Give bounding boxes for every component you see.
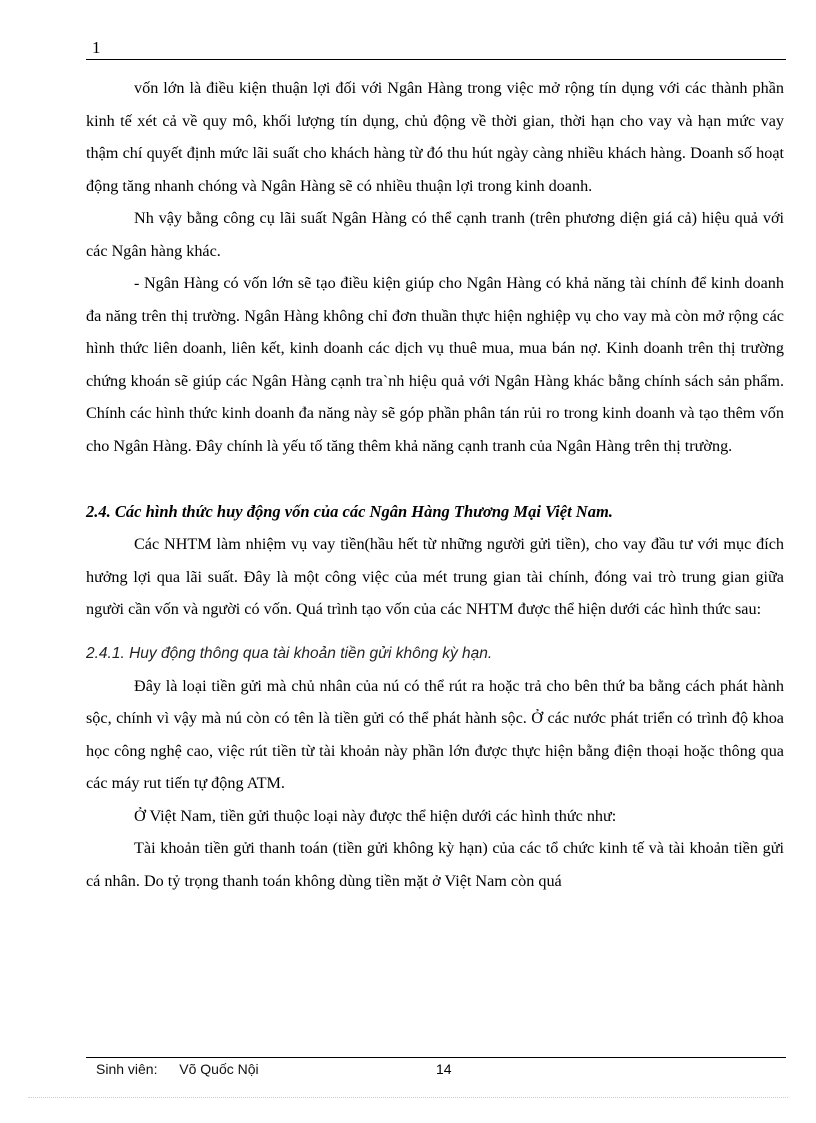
header-divider (86, 59, 786, 60)
document-body (86, 72, 784, 897)
body-paragraph: Đây là loại tiền gửi mà chủ nhân của nú có thể rút ra hoặc trả cho bên thứ ba bằng cách phát hành sộc, chính vì vậy mà nú còn có tên là tiền gửi có thể phát hành sộc. Ở các nước phát triển có trình độ khoa học công nghệ cao, việc rút tiền từ tài khoản này phần lớn được thực hiện bằng điện thoại hoặc thông qua các máy rut tiến tự động ATM. (86, 676, 784, 792)
footer-student-label: Sinh viên: (96, 1061, 158, 1077)
body-paragraph: Ở Việt Nam, tiền gửi thuộc loại này được thể hiện dưới các hình thức như: (134, 806, 617, 825)
body-paragraph: vốn lớn là điều kiện thuận lợi đối với Ngân Hàng trong việc mở rộng tín dụng với các thành phần kinh tế xét cả về quy mô, khối lượng tín dụng, chủ động về thời gian, thời hạn cho vay và hạn mức vay thậm chí quyết định mức lãi suất cho khách hàng từ đó thu hút ngày càng nhiều khách hàng. Doanh số hoạt động tăng nhanh chóng và Ngân Hàng sẽ có nhiều thuận lợi trong kinh doanh. (86, 79, 784, 195)
body-paragraph: - Ngân Hàng có vốn lớn sẽ tạo điều kiện giúp cho Ngân Hàng có khả năng tài chính để kinh doanh đa năng trên thị trường. Ngân Hàng không chỉ đơn thuần thực hiện nghiệp vụ cho vay mà còn mở rộng các hình thức liên doanh, liên kết, kinh doanh các dịch vụ thuê mua, mua bán nợ. Kinh doanh trên thị trường chứng khoán sẽ giúp các Ngân Hàng cạnh tra`nh hiệu quả với Ngân Hàng khác bằng chính sách sản phẩm. Chính các hình thức kinh doanh đa năng này sẽ góp phần phân tán rủi ro trong kinh doanh và tạo thêm vốn cho Ngân Hàng. Đây chính là yếu tố tăng thêm khả năng cạnh tranh của Ngân Hàng trên thị trường. (86, 274, 784, 455)
body-paragraph: Tài khoản tiền gửi thanh toán (tiền gửi không kỳ hạn) của các tổ chức kinh tế và tài khoản tiền gửi cá nhân. Do tỷ trọng thanh toán không dùng tiền mặt ở Việt Nam còn quá (86, 839, 784, 890)
page-bottom-border (28, 1097, 788, 1098)
footer-student (96, 1061, 259, 1077)
footer-divider (86, 1057, 786, 1058)
header-page-number: 1 (92, 38, 101, 57)
body-paragraph: Nh vậy bằng công cụ lãi suất Ngân Hàng có thể cạnh tranh (trên phương diện giá cả) hiệu quả với các Ngân hàng khác. (86, 209, 784, 260)
body-paragraph: Các NHTM làm nhiệm vụ vay tiền(hầu hết từ những người gửi tiền), cho vay đầu tư với mục đích hưởng lợi qua lãi suất. Đây là một công việc của mét trung gian tài chính, đóng vai trò trung gian giữa người cần vốn và người có vốn. Quá trình tạo vốn của các NHTM được thể hiện dưới các hình thức sau: (86, 535, 784, 618)
footer-page-number: 14 (436, 1061, 452, 1077)
footer-student-name: Võ Quốc Nội (179, 1061, 259, 1077)
section-heading: 2.4. Các hình thức huy động vốn của các Ngân Hàng Thương Mại Việt Nam. (86, 502, 613, 521)
subsection-heading: 2.4.1. Huy động thông qua tài khoản tiền gửi không kỳ hạn. (86, 644, 493, 662)
